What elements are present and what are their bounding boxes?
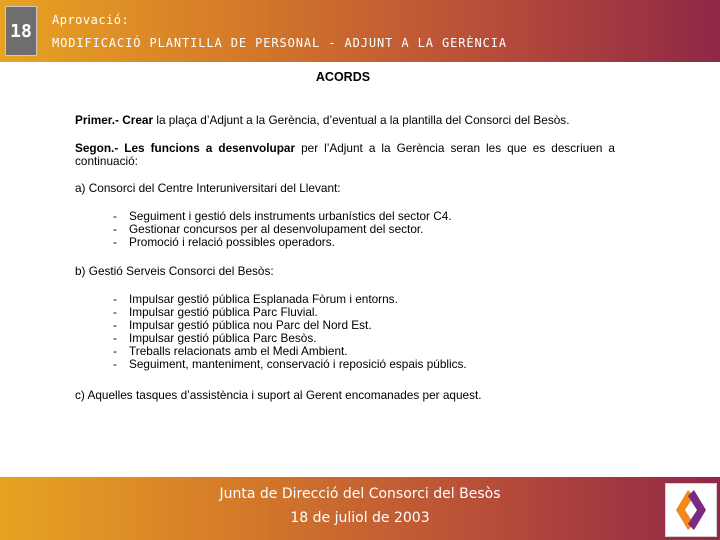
list-item-text: Impulsar gestió pública Parc Fluvial. [129, 305, 318, 319]
header-band [0, 0, 720, 62]
document-heading: ACORDS [315, 70, 371, 84]
section-c-title: c) Aquelles tasques d’assistència i suport al Gerent encomanades per aquest. [75, 388, 482, 402]
primer-paragraph [75, 114, 615, 127]
list-dash: - [113, 209, 117, 223]
header-title: MODIFICACIÓ PLANTILLA DE PERSONAL - ADJUNT A LA GERÈNCIA [52, 36, 507, 50]
list-item [113, 358, 633, 371]
list-dash: - [113, 331, 117, 345]
list-dash: - [113, 305, 117, 319]
list-dash: - [113, 357, 117, 371]
segon-label: Segon.- [75, 141, 119, 155]
section-a-title: a) Consorci del Centre Interuniversitari del Llevant: [75, 181, 341, 195]
list-item-text: Gestionar concursos per al desenvolupament del sector. [129, 222, 424, 236]
list-dash: - [113, 344, 117, 358]
footer-organization: Junta de Direcció del Consorci del Besòs [219, 486, 501, 502]
list-dash: - [113, 292, 117, 306]
consorci-logo-icon [665, 483, 717, 537]
list-item-text: Seguiment, manteniment, conservació i reposició espais públics. [129, 357, 467, 371]
section-b-list [113, 293, 633, 371]
segon-line-2: continuació: [75, 154, 138, 168]
list-dash: - [113, 318, 117, 332]
segon-paragraph [75, 142, 615, 168]
footer-band [0, 477, 720, 540]
header-subtitle: Aprovació: [52, 13, 130, 27]
list-item-text: Seguiment i gestió dels instruments urbanístics del sector C4. [129, 209, 452, 223]
list-item-text: Impulsar gestió pública Parc Besòs. [129, 331, 317, 345]
primer-text: la plaça d’Adjunt a la Gerència, d’eventual a la plantilla del Consorci del Besòs. [156, 113, 570, 127]
primer-label: Primer.- [75, 113, 119, 127]
segon-line-1 [75, 142, 615, 155]
list-item-text: Impulsar gestió pública Esplanada Fòrum i entorns. [129, 292, 398, 306]
list-dash: - [113, 222, 117, 236]
slide-number: 18 [5, 6, 37, 56]
document-body [0, 62, 720, 477]
section-b-title: b) Gestió Serveis Consorci del Besòs: [75, 264, 274, 278]
segon-text-1: per l’Adjunt a la Gerència seran les que es descriuen a [301, 141, 615, 155]
list-item-text: Impulsar gestió pública nou Parc del Nord Est. [129, 318, 372, 332]
primer-bold: Crear [122, 113, 154, 127]
list-item [113, 236, 633, 249]
segon-bold: Les funcions a desenvolupar [124, 141, 296, 155]
list-item-text: Promoció i relació possibles operadors. [129, 235, 335, 249]
footer-date: 18 de juliol de 2003 [290, 510, 430, 526]
section-a-list [113, 210, 633, 249]
list-item-text: Treballs relacionats amb el Medi Ambient. [129, 344, 348, 358]
list-dash: - [113, 235, 117, 249]
